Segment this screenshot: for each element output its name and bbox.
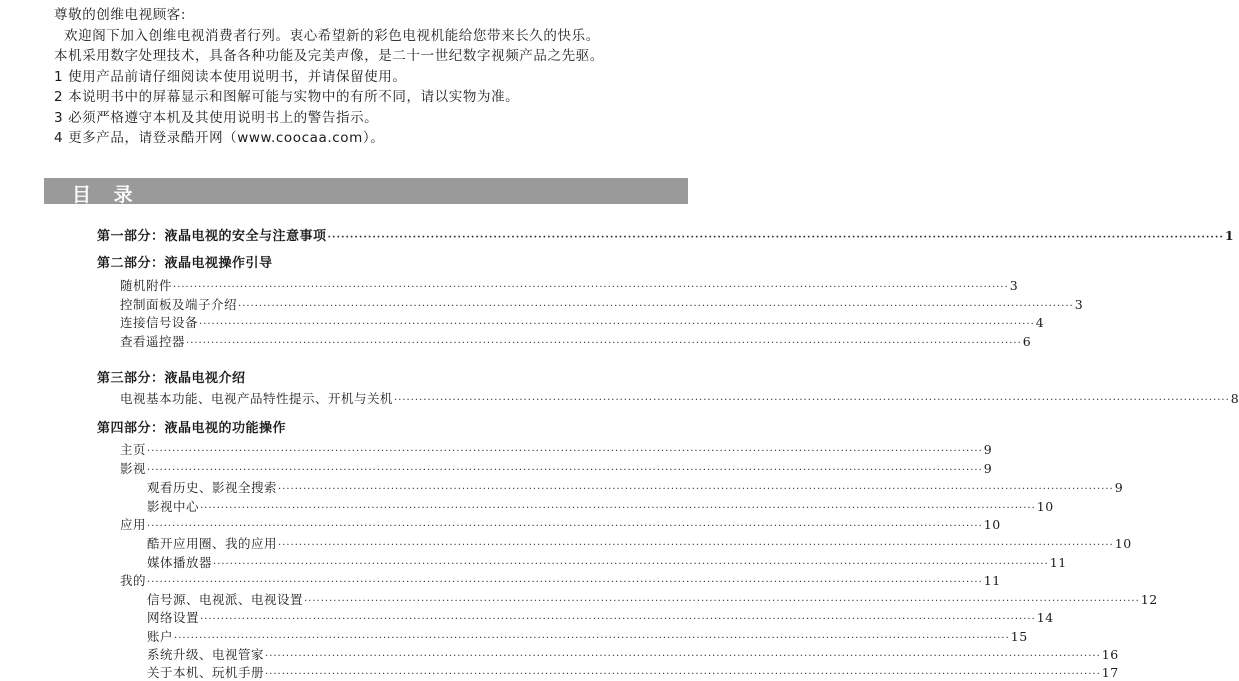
toc-item-title: 应用 <box>120 517 147 532</box>
toc-item-page: 16 <box>1101 647 1119 662</box>
leader-dots: ········································································································································································································ <box>265 651 1101 662</box>
toc-item-title: 媒体播放器 <box>147 555 213 570</box>
leader-dots: ········································································································································································································ <box>304 596 1140 607</box>
toc-item-page: 9 <box>983 442 993 457</box>
toc-item[interactable] <box>147 478 1124 496</box>
intro-text <box>54 5 724 149</box>
toc-part1-page: 1 <box>1224 228 1235 243</box>
toc-item-title: 账户 <box>147 629 174 644</box>
toc-item-page: 9 <box>983 461 993 476</box>
toc-item-title: 连接信号设备 <box>120 315 199 330</box>
leader-dots: ········································································································································································································ <box>200 614 1036 625</box>
leader-dots: ········································································································································································································ <box>278 484 1114 495</box>
leader-dots: ········································································································································································································ <box>199 319 1035 330</box>
note-3: 3 必须严格遵守本机及其使用说明书上的警告指示。 <box>54 109 379 126</box>
toc-item[interactable] <box>120 313 1045 331</box>
toc-item[interactable] <box>120 571 1001 589</box>
toc-item-title: 系统升级、电视管家 <box>147 647 265 662</box>
leader-dots: ········································································································································································································ <box>147 577 983 588</box>
toc-item[interactable] <box>147 497 1054 515</box>
toc-item-page: 4 <box>1035 315 1045 330</box>
toc-item[interactable] <box>147 590 1158 608</box>
leader-dots: ········································································································································································································ <box>174 633 1010 644</box>
toc-item-title: 电视基本功能、电视产品特性提示、开机与关机 <box>120 391 394 406</box>
toc-item-title: 网络设置 <box>147 610 200 625</box>
welcome-text: 欢迎阁下加入创维电视消费者行列。衷心希望新的彩色电视机能给您带来长久的快乐。 <box>64 27 600 44</box>
leader-dots: ········································································································································································································ <box>327 232 1224 243</box>
greeting: 尊敬的创维电视顾客: <box>54 7 187 23</box>
toc-item-title: 我的 <box>120 573 147 588</box>
tech-text: 本机采用数字处理技术，具备各种功能及完美声像，是二十一世纪数字视频产品之先驱。 <box>54 48 604 64</box>
toc-item-title: 关于本机、玩机手册 <box>147 665 265 680</box>
toc-item-page: 9 <box>1114 480 1124 495</box>
toc-item-title: 随机附件 <box>120 278 173 293</box>
toc-item-title: 主页 <box>120 442 147 457</box>
toc-title: 目 录 <box>72 184 141 206</box>
toc-item-page: 8 <box>1230 391 1239 406</box>
toc-item[interactable] <box>120 276 1019 294</box>
toc-item[interactable] <box>120 459 993 477</box>
leader-dots: ········································································································································································································ <box>147 465 983 476</box>
toc-part3-title: 第三部分：液晶电视介绍 <box>97 371 246 386</box>
toc-item-title: 观看历史、影视全搜索 <box>147 480 278 495</box>
toc-item[interactable] <box>120 332 1032 350</box>
toc-item[interactable] <box>147 534 1132 552</box>
toc-item-title: 酷开应用圈、我的应用 <box>147 536 278 551</box>
leader-dots: ········································································································································································································ <box>394 395 1230 406</box>
toc-part2-title: 第二部分：液晶电视操作引导 <box>97 256 273 271</box>
toc-item-page: 3 <box>1009 278 1019 293</box>
toc-part1-title: 第一部分：液晶电视的安全与注意事项 <box>97 229 327 244</box>
toc-item[interactable] <box>120 515 1001 533</box>
toc-item-page: 10 <box>1114 536 1132 551</box>
leader-dots: ········································································································································································································ <box>147 521 983 532</box>
toc-item-title: 信号源、电视派、电视设置 <box>147 592 304 607</box>
toc-item-page: 17 <box>1101 665 1119 680</box>
toc-item[interactable] <box>120 440 993 458</box>
leader-dots: ········································································································································································································ <box>147 446 983 457</box>
toc-item-page: 10 <box>983 517 1001 532</box>
note-4: 4 更多产品，请登录酷开网（www.coocaa.com）。 <box>54 130 385 146</box>
toc-item-page: 3 <box>1074 297 1084 312</box>
leader-dots: ········································································································································································································ <box>278 540 1114 551</box>
leader-dots: ········································································································································································································ <box>213 559 1049 570</box>
toc-item[interactable] <box>120 295 1084 313</box>
toc-item-page: 10 <box>1036 499 1054 514</box>
leader-dots: ········································································································································································································ <box>238 301 1074 312</box>
note-2: 2 本说明书中的屏幕显示和图解可能与实物中的有所不同，请以实物为准。 <box>54 89 520 105</box>
toc-item-title: 影视 <box>120 461 147 476</box>
toc-item-page: 6 <box>1022 334 1032 349</box>
note-1: 1 使用产品前请仔细阅读本使用说明书，并请保留使用。 <box>54 68 407 85</box>
toc-item-title: 影视中心 <box>147 499 200 514</box>
toc-part4-title: 第四部分：液晶电视的功能操作 <box>97 421 287 436</box>
leader-dots: ········································································································································································································ <box>265 669 1101 680</box>
toc-item[interactable] <box>120 389 1239 407</box>
toc-item[interactable] <box>147 645 1119 663</box>
toc-item[interactable] <box>147 663 1119 681</box>
toc-header-bar <box>44 178 688 204</box>
toc-item-page: 11 <box>983 573 1001 588</box>
toc-item-title: 查看遥控器 <box>120 334 186 349</box>
toc-item-page: 11 <box>1049 555 1067 570</box>
toc-part1-row[interactable] <box>97 225 1235 244</box>
toc-item[interactable] <box>147 608 1054 626</box>
leader-dots: ········································································································································································································ <box>186 338 1022 349</box>
leader-dots: ········································································································································································································ <box>200 503 1036 514</box>
toc-item-title: 控制面板及端子介绍 <box>120 297 238 312</box>
toc-item-page: 15 <box>1010 629 1028 644</box>
toc-item-page: 14 <box>1036 610 1054 625</box>
toc-item-page: 12 <box>1140 592 1158 607</box>
toc-item[interactable] <box>147 553 1067 571</box>
toc-item[interactable] <box>147 627 1028 645</box>
leader-dots: ········································································································································································································ <box>173 282 1009 293</box>
